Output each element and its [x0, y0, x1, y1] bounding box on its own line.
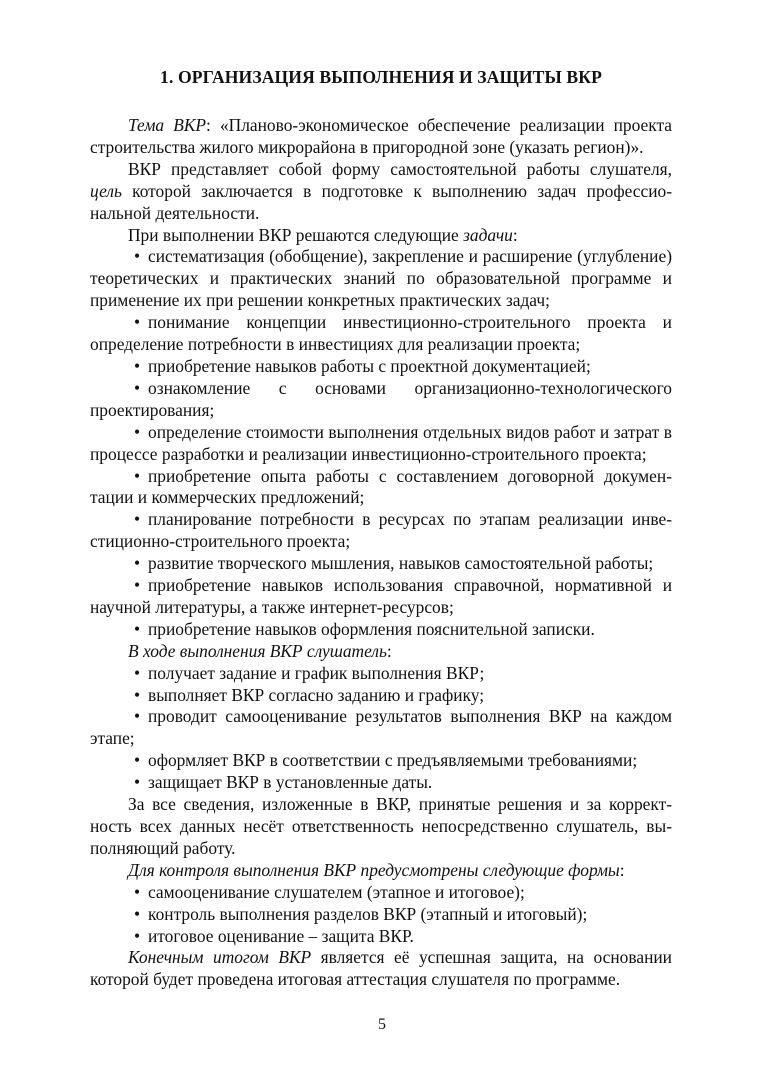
task-text: приобретение навыков использования справочной, нормативной и научной литературы, а также интернет-ресурсов; [90, 575, 672, 617]
goal-word: цель [90, 180, 122, 201]
topic-paragraph [90, 115, 672, 159]
control-intro-text: Для контроля выполнения ВКР предусмотрены следующие формы [128, 859, 620, 880]
intro-paragraph [90, 159, 672, 225]
student-action-text: оформляет ВКР в соответствии с предъявляемыми требованиями; [148, 750, 638, 771]
control-form-item [90, 904, 672, 926]
task-item [90, 422, 672, 466]
bullet: • [134, 903, 141, 924]
student-action-text: защищает ВКР в установленные даты. [148, 772, 433, 793]
bullet: • [134, 618, 141, 639]
task-text: развитие творческого мышления, навыков самостоятельной работы; [148, 553, 654, 574]
task-text: определение стоимости выполнения отдельных видов работ и затрат в процессе разработки и реализации инвестиционно-строительного проекта; [90, 421, 672, 464]
student-action-text: проводит самооценивание результатов выполнения ВКР на каждом этапе; [90, 706, 672, 749]
control-form-text: самооценивание слушателем (этапное и итоговое); [148, 881, 525, 902]
tasks-intro-paragraph [90, 225, 672, 247]
bullet: • [134, 684, 141, 705]
task-text: планирование потребности в ресурсах по этапам реализации инвестиционно-строительного проекта; [90, 509, 672, 552]
bullet: • [134, 575, 141, 596]
task-item [90, 356, 672, 378]
task-text: приобретение навыков работы с проектной документацией; [148, 355, 591, 376]
student-action-item [90, 663, 672, 685]
task-text: понимание концепции инвестиционно-строительного проекта и определение потребности в инвестициях для реализации проекта; [90, 312, 672, 355]
task-item [90, 378, 672, 422]
bullet: • [134, 465, 141, 486]
student-action-text: получает задание и график выполнения ВКР; [148, 662, 485, 683]
task-text: приобретение навыков оформления пояснительной записки. [148, 618, 595, 639]
bullet: • [134, 881, 141, 902]
task-item [90, 553, 672, 575]
task-item [90, 575, 672, 619]
bullet: • [134, 925, 141, 946]
final-text: является её успешная защита, на основании которой будет проведена итоговая аттестация слушателя по программе. [90, 947, 672, 990]
bullet: • [134, 509, 141, 530]
page-number: 5 [378, 1016, 386, 1033]
bullet: • [134, 772, 141, 793]
task-text: ознакомление с основами организационно-технологического проектирования; [90, 377, 672, 420]
final-paragraph [90, 947, 672, 991]
task-item [90, 312, 672, 356]
section-heading: 1. ОРГАНИЗАЦИЯ ВЫПОЛНЕНИЯ И ЗАЩИТЫ ВКР [160, 67, 602, 87]
student-action-item [90, 706, 672, 750]
task-item [90, 466, 672, 510]
control-forms-list [90, 882, 672, 948]
student-action-item [90, 685, 672, 707]
student-intro-paragraph [90, 641, 672, 663]
tasks-list [90, 246, 672, 640]
bullet: • [134, 421, 141, 442]
topic-text: : «Планово-экономическое обеспечение реализации проекта строительства жилого микрорайона в пригородной зоне (указать регион)». [90, 115, 672, 157]
task-item [90, 509, 672, 553]
task-text: систематизация (обобщение), закрепление и расширение (углубление) теоретических и практических знаний по образовательной программе и применение их при решении конкретных практических задач; [90, 246, 672, 311]
bullet: • [134, 246, 141, 267]
student-action-item [90, 772, 672, 794]
tasks-word: задачи [463, 224, 513, 245]
task-item [90, 619, 672, 641]
student-intro-end: : [386, 640, 392, 661]
bullet: • [134, 662, 141, 683]
control-intro-end: : [619, 859, 625, 880]
task-text: приобретение опыта работы с составлением договорной документации и коммерческих предложений; [90, 465, 672, 508]
student-actions-list [90, 663, 672, 794]
bullet: • [134, 706, 141, 727]
control-form-text: итоговое оценивание – защита ВКР. [148, 925, 414, 946]
responsibility-paragraph: За все сведения, изложенные в ВКР, принятые решения и за корректность всех данных несёт ответственность непосредственно слушатель, выполняющий работу. [90, 794, 672, 858]
bullet: • [134, 312, 141, 333]
bullet: • [134, 750, 141, 771]
student-action-item [90, 750, 672, 772]
control-form-item [90, 926, 672, 948]
student-action-text: выполняет ВКР согласно заданию и графику; [148, 684, 485, 705]
tasks-intro-end: : [512, 224, 518, 245]
bullet: • [134, 553, 141, 574]
intro-after: которой заключается в подготовке к выполнению задач профессиональной деятельности. [90, 180, 672, 223]
bullet: • [134, 355, 141, 376]
topic-label: Тема ВКР [128, 115, 207, 135]
control-form-item [90, 882, 672, 904]
control-intro-paragraph [90, 860, 672, 882]
bullet: • [134, 377, 141, 398]
control-form-text: контроль выполнения разделов ВКР (этапный и итоговый); [148, 903, 588, 924]
task-item [90, 246, 672, 312]
student-intro-text: В ходе выполнения ВКР слушатель [128, 640, 387, 661]
final-italic: Конечным итогом ВКР [128, 947, 312, 968]
intro-before: ВКР представляет собой форму самостоятельной работы слушателя, [128, 158, 672, 179]
tasks-intro-text: При выполнении ВКР решаются следующие [128, 224, 464, 245]
